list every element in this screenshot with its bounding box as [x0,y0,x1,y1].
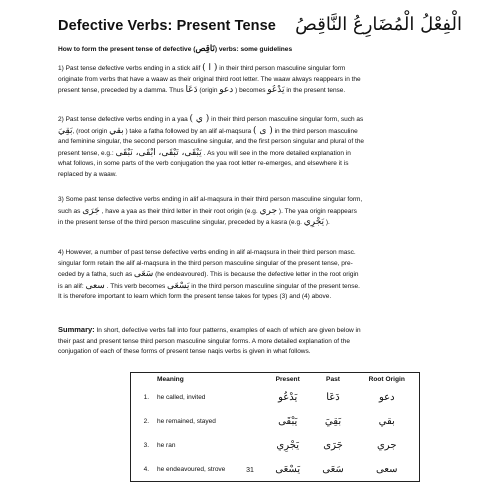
text-run: , (root origin [72,127,108,135]
text-run: is an alif: [58,282,84,290]
summary-label: Summary: [58,325,95,334]
paragraph-line: 4) However, a number of past tense defective verbs ending in alif al-maqsura in their third person masc. [58,249,356,256]
text-run: ) becomes [235,87,266,94]
row-past: دَعَا [326,391,340,403]
arabic-text: يَبْقَى، تَبْقَى، أَبْقَى، نَبْقَى [115,147,202,158]
row-present: يَبْقَى [278,415,298,427]
text-run: ceded by a fatha, such as [58,271,133,278]
text-run: in their third person masculine singular form, such as [211,116,364,123]
row-number: 3. [143,441,149,449]
arabic-text: ( ي ) [189,114,210,124]
text-run: present tense, preceded by a damma. Thus [58,87,184,94]
row-meaning: he ran [157,441,176,449]
row-present: يَسْعَى [275,463,301,475]
text-run: in the present tense. [286,87,346,94]
header-meaning: Meaning [157,376,184,383]
paragraph-line [58,148,462,160]
arabic-text: يَدْعُو [267,85,285,95]
arabic-text: دعو [219,85,234,95]
header-past: Past [326,376,340,383]
paragraph-line: 3) Some past tense defective verbs ending in alif al-maqsura in their third person masculine singular form, [58,196,363,203]
row-number: 1. [143,393,149,401]
table-header-row [131,373,420,386]
page-header [58,14,462,44]
text-run: ) take a fatha followed by an alif al-maqsura [125,127,252,135]
row-root: جري [376,439,397,451]
text-run: in the third person masculine singular of the present tense. [191,282,360,290]
text-run: in the third person masculine [274,127,358,135]
text-run: in the present tense of the third person masculine singular, preceded by a kasra (e.g. [58,219,302,226]
paragraph-line: their past and present tense third person masculine singular forms. A more detailed explanation of the [58,337,350,345]
paragraph-line: singular form retain the alif al-maqsura in the third person masculine singular of the present tense, pre- [58,259,353,267]
paragraph-line: what follows, in some parts of the verb conjugation the yaa root letter re-emerges, and elsewhere it is [58,160,349,167]
text-run: . This verb becomes [106,282,166,290]
page-title: Defective Verbs: Present Tense [58,18,276,34]
text-run: 1) Past tense defective verbs ending in a stick alif [58,65,201,72]
arabic-text: ( ى ) [252,125,273,136]
paragraph-1 [58,63,462,97]
table-row [131,409,420,433]
paragraph-line: conjugation of each of these forms of present tense naqis verbs is given in what follows. [58,348,311,355]
row-present: يَجْرِي [276,439,299,451]
text-run: , have a yaa as their third letter in their root origin (e.g. [101,207,258,215]
text-run: In short, defective verbs fall into four patterns, examples of each of which are given below in [96,327,361,334]
row-root: سعى [375,463,398,475]
page-number: 31 [246,467,254,474]
arabic-text: يَسْعَى [167,280,190,291]
row-meaning: he called, invited [157,393,206,401]
text-run: such as [58,207,81,215]
header-present: Present [275,376,300,383]
paragraph-line [58,85,462,97]
header-root-origin: Root Origin [368,376,405,383]
paragraph-3 [58,195,462,229]
paragraph-line [58,114,462,126]
table-row [131,385,420,409]
text-run: ). The yaa origin reappears [278,207,357,215]
text-run: . As you will see in the more detailed explanation in [203,149,351,157]
paragraph-line: It is therefore important to learn which form the present tense takes for types (3) and (4) above. [58,293,332,300]
subtitle-text-start: How to form the present tense of defective ( [58,46,196,53]
text-run: present tense, e.g.: [58,149,114,157]
paragraph-line: replaced by a waaw. [58,170,117,178]
arabic-text: ( ا ) [202,63,218,73]
row-past: جَرَى [323,439,343,451]
paragraph-line: originate from verbs that have a waaw as their original third root letter. The waaw always reappears in the [58,75,361,83]
paragraph-line [58,325,462,337]
arabic-text: جري [259,205,278,216]
text-run: ). [325,219,330,226]
verb-table [130,372,420,482]
arabic-text: سعى [85,280,105,291]
text-run: 2) Past tense defective verbs ending in a yaa [58,116,188,123]
row-number: 2. [143,417,149,425]
subtitle [58,44,292,54]
row-present: يَدْعُو [278,391,298,403]
paragraph-line [58,63,462,75]
arabic-text: سَعَى [133,269,154,279]
text-run: in their third person masculine singular form [219,65,346,72]
paragraph-line [58,126,462,138]
table-row [131,433,420,457]
row-meaning: he endeavoured, strove [157,465,226,473]
row-past: بَقِيَ [324,415,342,427]
text-run: (origin [199,87,218,94]
paragraph-line [58,269,462,281]
row-meaning: he remained, stayed [157,417,216,425]
arabic-text: دَعَا [185,85,198,95]
row-number: 4. [143,465,149,473]
arabic-text: بَقِيَ [58,125,73,136]
paragraph-line [58,206,462,218]
text-run: (he endeavoured). This is because the defective letter in the root origin [155,271,359,278]
arabic-text: يَجْرِي [303,217,325,227]
paragraph-2 [58,114,462,180]
arabic-text: بقي [109,125,124,136]
row-root: دعو [378,391,395,403]
paragraph-line [58,281,462,293]
paragraph-line: and feminine singular, the second person masculine singular, and the first person singular and plural of the [58,138,365,145]
page-title-arabic: الْفِعْلُ الْمُضَارِعُ النَّاقِصُ [295,14,462,35]
header-cell-num [131,373,154,386]
subtitle-text-end: ) verbs: some guidelines [214,46,293,53]
row-root: بقي [378,415,395,427]
summary-paragraph [58,325,462,358]
row-past: سَعَى [322,463,344,475]
subtitle-arabic: نَاقِص [195,44,215,54]
paragraph-line [58,217,462,229]
paragraph-4 [58,248,462,303]
arabic-text: جَرَى [82,205,100,216]
